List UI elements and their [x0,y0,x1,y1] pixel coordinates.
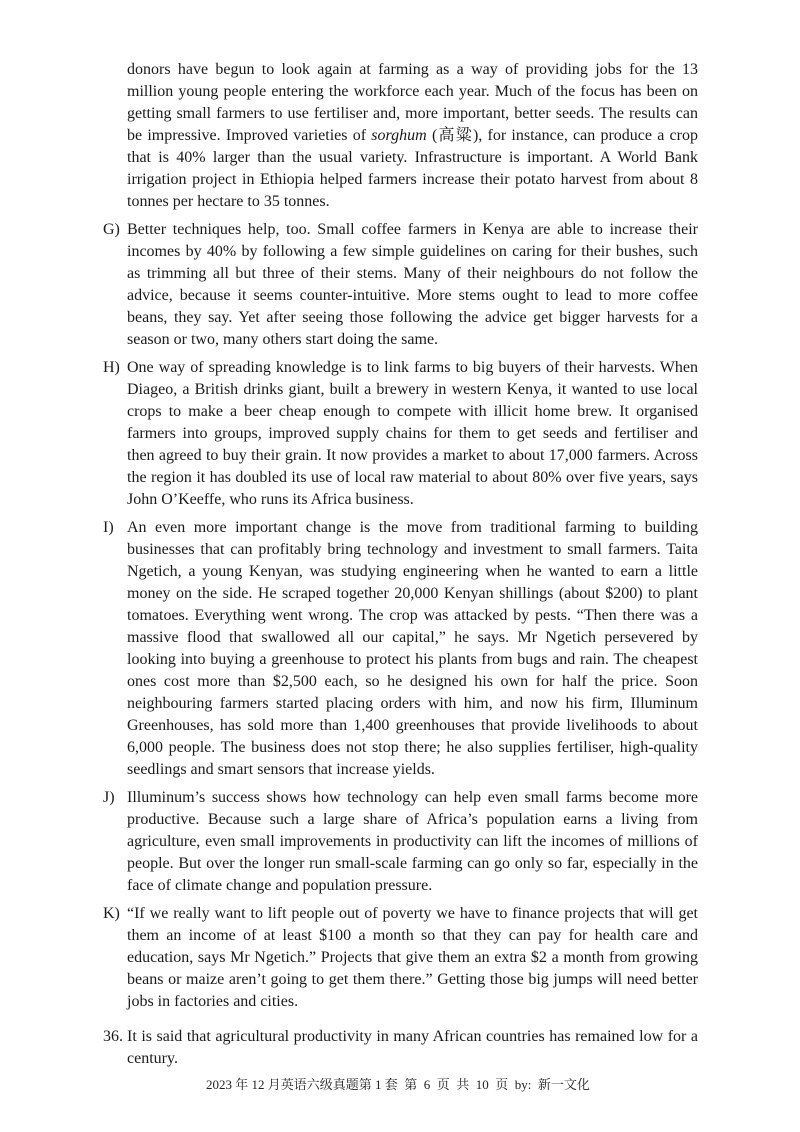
passage-paragraph [103,787,698,897]
text-line: crops to make a beer cheap enough to compete with illicit home brew. It organised [127,403,698,420]
text-line: looking into buying a greenhouse to protect his plants from bugs and rain. The cheapest [127,651,698,668]
text-line: them an income of at least $100 a month so that they can pay for health care and [127,927,698,944]
text-line: 6,000 people. The business does not stop there; he also supplies fertiliser, high-quality [127,739,698,756]
paragraph-label: I) [103,519,114,536]
text-line: ones cost more than $2,500 each, so he designed his own for half the price. Soon [127,673,698,690]
text-line: money on the side. He scraped together 20,000 Kenyan shillings (about $200) to plant [127,585,698,602]
text-line: getting small farmers to use fertiliser and, more important, better seeds. The results can [127,105,698,122]
text-line: agriculture, even small improvements in productivity can lift the incomes of millions of [127,833,698,850]
text-line: tonnes per hectare to 35 tonnes. [127,193,330,210]
text-line: massive flood that swallowed all our capital,” he says. Mr Ngetich persevered by [127,629,698,646]
text-line: beans, they say. Yet after seeing those following the advice get bigger harvests for a [127,309,698,326]
text-line: beans or maize aren’t going to get them there.” Getting those big jumps will need better [127,971,698,988]
text-line: One way of spreading knowledge is to link farms to big buyers of their harvests. When [127,359,698,376]
text-line: then agreed to buy their grain. It now provides a market to about 17,000 farmers. Across [127,447,698,464]
text-line: Ngetich, a young Kenyan, was studying engineering when he wanted to earn a little [127,563,698,580]
text-line [127,125,698,147]
text-line: that is 40% larger than the usual variety. Infrastructure is important. A World Bank [127,149,698,166]
question-item [103,1026,698,1070]
text-line: businesses that can profitably bring technology and investment to small farmers. Taita [127,541,698,558]
text-line: It is said that agricultural productivity in many African countries has remained low for a [127,1028,698,1045]
text-line: farmers into groups, improved supply chains for them to get seeds and fertiliser and [127,425,698,442]
question-number: 36. [103,1028,123,1045]
text-line: century. [127,1050,178,1067]
text-line: people. But over the longer run small-scale farming can go only so far, especially in the [127,855,698,872]
text-line: tomatoes. Everything went wrong. The crop was attacked by pests. “Then there was a [127,607,698,624]
text-line-content [127,125,698,147]
passage-paragraph [103,357,698,511]
text-line: face of climate change and population pressure. [127,877,433,894]
text-line: seedlings and smart sensors that increase yields. [127,761,435,778]
text-segment: (高粱), for instance, can produce a crop [426,127,698,144]
text-line: productive. Because such a large share of Africa’s population earns a living from [127,811,698,828]
paragraph-label: J) [103,789,115,806]
text-line: donors have begun to look again at farming as a way of providing jobs for the 13 [127,61,698,78]
text-line: Better techniques help, too. Small coffee farmers in Kenya are able to increase their [127,221,698,238]
paragraph-label: K) [103,905,120,922]
passage-paragraph [103,219,698,351]
text-line: as trimming all but three of their stems. Many of their neighbours do not follow the [127,265,698,282]
passage-paragraph [103,517,698,781]
passage-paragraph [103,903,698,1013]
page-footer: 2023 年 12 月英语六级真题第 1 套 第 6 页 共 10 页 by: 新一文化 [206,1077,590,1092]
text-line: “If we really want to lift people out of poverty we have to finance projects that will get [127,905,698,922]
text-segment: be impressive. Improved varieties of [127,127,372,144]
passage-paragraph [103,59,698,213]
paragraph-label: G) [103,221,120,238]
text-line: incomes by 40% by following a few simple guidelines on caring for their bushes, such [127,243,698,260]
text-line: irrigation project in Ethiopia helped farmers increase their potato harvest from about 8 [127,171,698,188]
text-line: jobs in factories and cities. [127,993,299,1010]
text-line: the region it has doubled its use of local raw material to about 80% over five years, says [127,469,698,486]
text-line: John O’Keeffe, who runs its Africa business. [127,491,414,508]
text-line: season or two, many others start doing the same. [127,331,439,348]
text-line: advice, because it seems counter-intuitive. More stems ought to lead to more coffee [127,287,698,304]
italic-term: sorghum [371,127,427,144]
text-line: An even more important change is the move from traditional farming to building [127,519,698,536]
document-body [103,59,698,1070]
text-line: neighbouring farmers started placing orders with him, and now his firm, Illuminum [127,695,698,712]
text-line: Diageo, a British drinks giant, built a brewery in western Kenya, it wanted to use local [127,381,698,398]
text-line: education, says Mr Ngetich.” Projects that give them an extra $2 a month from growing [127,949,698,966]
paragraph-label: H) [103,359,120,376]
text-line: Greenhouses, has sold more than 1,400 greenhouses that provide livelihoods to about [127,717,698,734]
text-line: Illuminum’s success shows how technology can help even small farms become more [127,789,698,806]
text-line: million young people entering the workforce each year. Much of the focus has been on [127,83,698,100]
